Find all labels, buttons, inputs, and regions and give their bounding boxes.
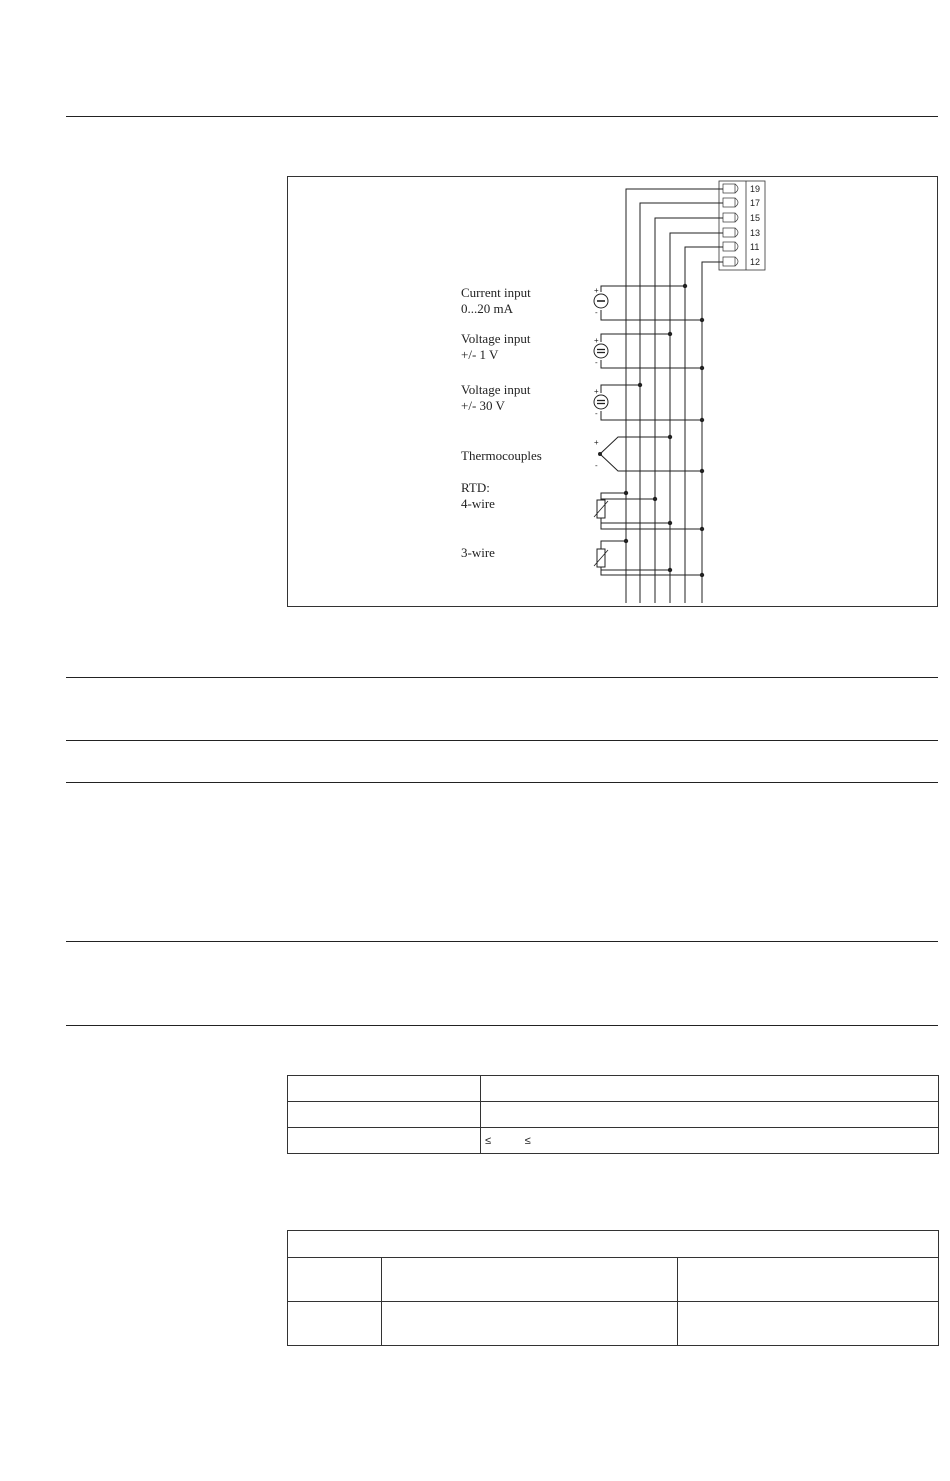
table-cell (481, 1076, 939, 1102)
circuit-wire (601, 286, 685, 292)
table-row (288, 1076, 939, 1102)
table-row (288, 1128, 939, 1154)
input-label: RTD: (461, 480, 490, 495)
table-row (288, 1302, 939, 1346)
input-label: Voltage input (461, 331, 531, 346)
junction-dot (668, 568, 672, 572)
terminal-number: 15 (750, 213, 761, 223)
junction-dot (624, 539, 628, 543)
minus-sign: - (595, 409, 598, 418)
rtd-wire (601, 518, 670, 523)
plus-sign: + (594, 438, 599, 447)
table-cell (481, 1102, 939, 1128)
terminal-screw-icon (723, 198, 735, 207)
terminal-rows (723, 184, 760, 267)
junction-dot (668, 435, 672, 439)
input-label: Thermocouples (461, 448, 542, 463)
junction-dot (668, 521, 672, 525)
bus-wire (685, 247, 723, 603)
input-label: Voltage input (461, 382, 531, 397)
circuit-wire (601, 385, 640, 393)
section-rule-4 (66, 782, 938, 783)
bus-wire (670, 233, 723, 603)
terminal-number: 12 (750, 257, 761, 267)
terminal-clamp-icon (735, 184, 738, 193)
input-label: +/- 1 V (461, 347, 499, 362)
spec-table-1 (287, 1075, 939, 1154)
junction-dot (638, 383, 642, 387)
junction-dot (653, 497, 657, 501)
terminal-clamp-icon (735, 228, 738, 237)
rtd-wire (601, 567, 670, 570)
minus-sign: - (595, 461, 598, 470)
input-label: 0...20 mA (461, 301, 513, 316)
bus-wire (626, 189, 723, 603)
section-rule-2 (66, 677, 938, 678)
input-label: 4-wire (461, 496, 495, 511)
terminal-clamp-icon (735, 242, 738, 251)
wiring-diagram (287, 176, 938, 607)
terminal-clamp-icon (735, 198, 738, 207)
junction-dot (700, 418, 704, 422)
input-circuits (594, 284, 704, 577)
circuit-wire (601, 310, 702, 320)
thermocouple-wire (600, 454, 702, 471)
input-label: 3-wire (461, 545, 495, 560)
input-label: Current input (461, 285, 531, 300)
terminal-number: 13 (750, 228, 761, 238)
spec-table-2 (287, 1230, 939, 1346)
rtd-wire (601, 499, 655, 500)
thermocouple-wire (600, 437, 670, 454)
table-row (288, 1102, 939, 1128)
terminal-number: 11 (750, 242, 760, 252)
junction-dot (668, 332, 672, 336)
minus-sign: - (595, 308, 598, 317)
table-cell (288, 1076, 481, 1102)
bus-wire (702, 262, 723, 603)
terminal-clamp-icon (735, 257, 738, 266)
bus-lines (626, 189, 723, 603)
table-header-row (288, 1231, 939, 1258)
terminal-screw-icon (723, 242, 735, 251)
terminal-screw-icon (723, 184, 735, 193)
circuit-wire (601, 360, 702, 368)
rtd-wire (601, 541, 626, 549)
table-cell (288, 1102, 481, 1128)
junction-dot (683, 284, 687, 288)
table-cell (288, 1128, 481, 1154)
table-cell (288, 1302, 382, 1346)
plus-sign: + (594, 336, 599, 345)
section-rule-1 (66, 116, 938, 117)
minus-sign: - (595, 358, 598, 367)
terminal-clamp-icon (735, 213, 738, 222)
table-header-cell (288, 1231, 939, 1258)
table-cell: ≤ ≤ (481, 1128, 939, 1154)
input-label: +/- 30 V (461, 398, 505, 413)
table-cell (382, 1258, 678, 1302)
section-rule-5 (66, 941, 938, 942)
voltage-source-icon (594, 395, 608, 409)
table-cell (288, 1258, 382, 1302)
terminal-screw-icon (723, 228, 735, 237)
plus-sign: + (594, 387, 599, 396)
junction-dot (700, 366, 704, 370)
table-cell (678, 1258, 939, 1302)
terminal-screw-icon (723, 257, 735, 266)
bus-wire (640, 203, 723, 603)
junction-dot (700, 527, 704, 531)
junction-dot (700, 469, 704, 473)
thermocouple-icon (598, 452, 602, 456)
table-row (288, 1258, 939, 1302)
wiring-diagram-svg (288, 177, 937, 606)
bus-wire (655, 218, 723, 603)
circuit-wire (601, 411, 702, 420)
circuit-wire (601, 334, 670, 342)
table-cell (678, 1302, 939, 1346)
junction-dot (700, 573, 704, 577)
terminal-screw-icon (723, 213, 735, 222)
terminal-number: 17 (750, 198, 761, 208)
section-rule-6 (66, 1025, 938, 1026)
voltage-source-icon (594, 344, 608, 358)
junction-dot (700, 318, 704, 322)
section-rule-3 (66, 740, 938, 741)
rtd-wire (601, 567, 702, 575)
table-cell (382, 1302, 678, 1346)
input-labels (461, 285, 599, 560)
terminal-number: 19 (750, 184, 761, 194)
plus-sign: + (594, 286, 599, 295)
junction-dot (624, 491, 628, 495)
